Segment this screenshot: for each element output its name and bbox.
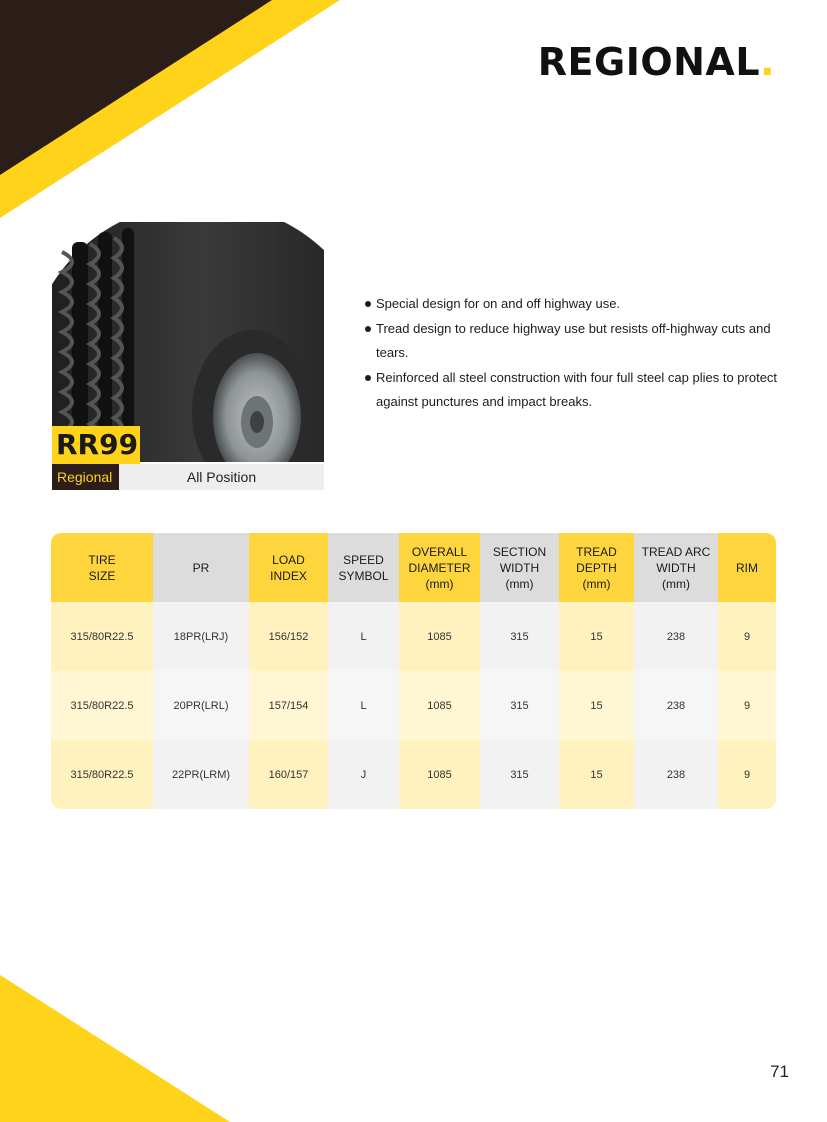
spec-table [51, 533, 776, 809]
page-number: 71 [770, 1062, 789, 1081]
position-label: All Position [119, 464, 324, 490]
cell-load-index: 157/154 [249, 671, 328, 740]
header-tire-size: TIRE SIZE [51, 533, 153, 602]
top-left-corner-decoration [0, 0, 340, 220]
bottom-left-corner-decoration [0, 975, 230, 1122]
header-speed-symbol: SPEED SYMBOL [328, 533, 399, 602]
category-label: Regional [52, 464, 119, 490]
cell-tire-size: 315/80R22.5 [51, 671, 153, 740]
cell-rim: 9 [718, 602, 776, 671]
cell-overall-diameter: 1085 [399, 602, 480, 671]
cell-tread-depth: 15 [559, 740, 634, 809]
cell-pr: 20PR(LRL) [153, 671, 249, 740]
table-header-row [51, 533, 776, 602]
cell-load-index: 156/152 [249, 602, 328, 671]
section-title: REGIONAL. [537, 40, 775, 84]
cell-speed-symbol: J [328, 740, 399, 809]
cell-tire-size: 315/80R22.5 [51, 740, 153, 809]
feature-item: Special design for on and off highway use. [364, 292, 784, 317]
cell-rim: 9 [718, 740, 776, 809]
header-pr: PR [153, 533, 249, 602]
cell-pr: 22PR(LRM) [153, 740, 249, 809]
header-section-width: SECTION WIDTH (mm) [480, 533, 559, 602]
cell-tire-size: 315/80R22.5 [51, 602, 153, 671]
cell-section-width: 315 [480, 740, 559, 809]
header-load-index: LOAD INDEX [249, 533, 328, 602]
header-rim: RIM [718, 533, 776, 602]
cell-overall-diameter: 1085 [399, 740, 480, 809]
feature-list [364, 292, 784, 415]
cell-load-index: 160/157 [249, 740, 328, 809]
model-name: RR99 [52, 426, 140, 464]
cell-overall-diameter: 1085 [399, 671, 480, 740]
header-tread-depth: TREAD DEPTH (mm) [559, 533, 634, 602]
cell-pr: 18PR(LRJ) [153, 602, 249, 671]
header-overall-diameter: OVERALL DIAMETER (mm) [399, 533, 480, 602]
cell-speed-symbol: L [328, 602, 399, 671]
feature-item: Reinforced all steel construction with four full steel cap plies to protect against punctures and impact breaks. [364, 366, 784, 415]
feature-item: Tread design to reduce highway use but resists off-highway cuts and tears. [364, 317, 784, 366]
cell-section-width: 315 [480, 671, 559, 740]
cell-speed-symbol: L [328, 671, 399, 740]
cell-section-width: 315 [480, 602, 559, 671]
header-tread-arc-width: TREAD ARC WIDTH (mm) [634, 533, 718, 602]
cell-tread-arc-width: 238 [634, 602, 718, 671]
cell-rim: 9 [718, 671, 776, 740]
table-row [51, 602, 776, 671]
cell-tread-arc-width: 238 [634, 740, 718, 809]
cell-tread-depth: 15 [559, 602, 634, 671]
table-row [51, 740, 776, 809]
cell-tread-depth: 15 [559, 671, 634, 740]
table-row [51, 671, 776, 740]
cell-tread-arc-width: 238 [634, 671, 718, 740]
